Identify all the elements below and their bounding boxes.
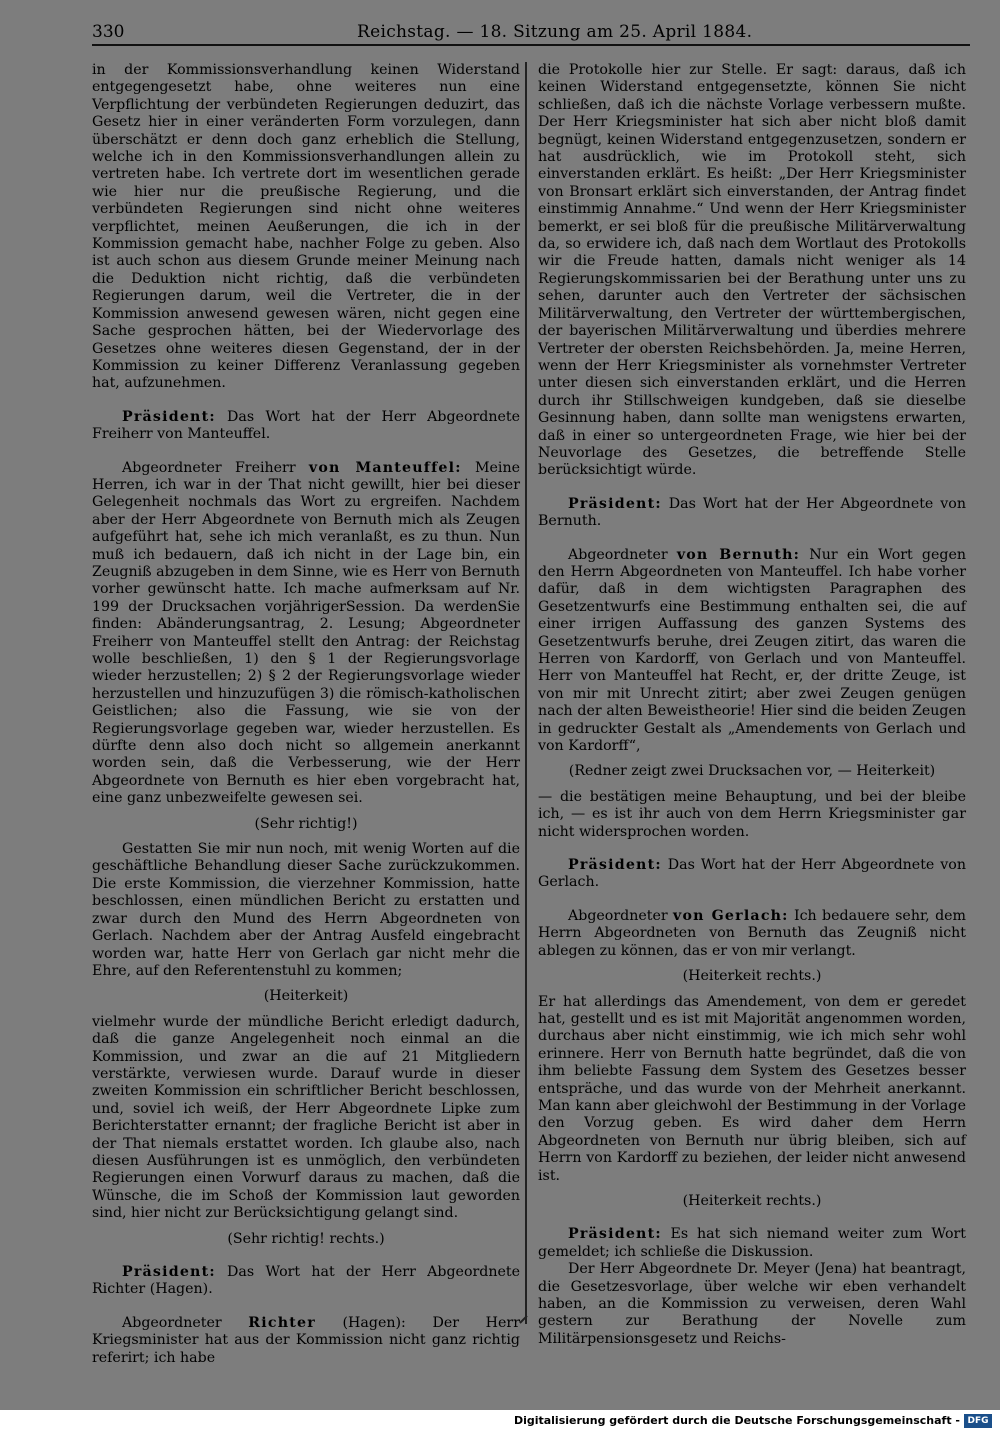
speech-text: Ich bedauere sehr, dem Herrn Abgeordneten von Bernuth das Zeugniß nicht ablegen zu können, das er von mir verlangt.: [538, 907, 966, 959]
stage-direction: (Heiterkeit rechts.): [682, 968, 822, 985]
body-paragraph: vielmehr wurde der mündliche Bericht erledigt dadurch, daß die ganze Angelegenheit noch einmal an die Kommission, und zwar an die auf 21 Mitgliedern verstärkte, verwiesen wurde. Darauf wurde in dieser zweiten Kommission ein schriftlicher Bericht beschlossen, und, soviel ich weiß, der Herr Abgeordnete Lipke zum Berichterstatter ernannt; der fragliche Bericht ist aber in der That niemals erstattet worden. Ich glaube also, nach diesen Ausführungen ist es unmöglich, den verbündeten Regierungen einen Vorwurf daraus zu machen, daß die Wünsche, die im Schoß der Kommission laut geworden sind, hier nicht zur Berücksichtigung gelangt sind.: [92, 1013, 520, 1222]
speech-paragraph: [538, 908, 966, 960]
speaker-title: Abgeordneter: [568, 546, 677, 563]
left-column: [92, 62, 520, 1367]
speech-text: (Hagen): Der Herr Kriegsminister hat aus der Kommission nicht ganz richtig referirt; ich habe: [92, 1314, 520, 1366]
footer-credit: Digitalisierung gefördert durch die Deutsche Forschungsgemeinschaft -: [513, 1414, 960, 1427]
speech-text: Das Wort hat der Herr Abgeordnete Richter (Hagen).: [92, 1264, 520, 1298]
speech-paragraph: [538, 1226, 966, 1261]
speech-paragraph: [92, 1264, 520, 1299]
speech-text: Es hat sich niemand weiter zum Wort gemeldet; ich schließe die Diskussion.: [538, 1226, 966, 1260]
speech-paragraph: [92, 460, 520, 808]
body-paragraph: Er hat allerdings das Amendement, von dem er geredet hat, gestellt und es ist mit Majorität angenommen worden, durchaus aber nicht einstimmig, wie ich mich sehr wohl erinnere. Herr von Bernuth hatte begründet, daß die von ihm beliebte Fassung dem System des Gesetzes besser entspräche, und das wurde von der Mehrheit anerkannt. Man kann aber gleichwohl der Bestimmung in der Vorlage den Vorzug geben. Es wird daher dem Herrn Abgeordneten von Bernuth nur übrig bleiben, sich auf Herrn von Kardorff zu beziehen, der leider nicht anwesend ist.: [538, 993, 966, 1184]
speech-paragraph: [92, 409, 520, 444]
footer-bar: [0, 1410, 1000, 1432]
speaker-name: Präsident:: [122, 1264, 216, 1280]
speech-text: Nur ein Wort gegen den Herrn Abgeordneten von Manteuffel. Ich habe vorher dafür, daß in dem wichtigsten Paragraphen des Gesetzentwurfs eine Bestimmung enthalten sei, die auf einer irrigen Auffassung des ganzen Systems des Gesetzentwurfs beruhe, drei Zeugen zitirt, das waren die Herren von Kardorff, von Gerlach und von Manteuffel. Herr von Manteuffel hat Recht, er, der dritte Zeuge, ist von mir mit Unrecht zitirt; aber zwei Zeugen genügen nach der alten Beweistheorie! Hier sind die beiden Zeugen in gedruckter Gestalt als „Amendements von Gerlach und von Kardorff“,: [538, 546, 967, 755]
stage-direction: (Sehr richtig!): [254, 815, 358, 832]
speech-text: Das Wort hat der Herr Abgeordnete Freiherr von Manteuffel.: [92, 408, 520, 443]
speaker-title: Abgeordneter Freiherr: [122, 459, 309, 476]
body-paragraph: die Protokolle hier zur Stelle. Er sagt: daraus, daß ich keinen Widerstand entgegensetzte, können Sie nicht schließen, daß ich die nächste Vorlage verbessern mußte. Der Herr Kriegsminister hat sich aber nicht bloß damit begnügt, keinen Widerstand entgegenzusetzen, sondern er hat ausdrücklich, wie im Protokoll steht, sich einverstanden erklärt. Es heißt: „Der Herr Kriegsminister von Bronsart erklärt sich einverstanden, der Antrag findet einstimmig Annahme.“ Und wenn der Herr Kriegsminister bemerkt, er sei bloß für die preußische Militärverwaltung da, so erwidere ich, daß nach dem Wortlaut des Protokolls wir die Freude hatten, damals nicht weniger als 14 Regierungskommissarien bei der Berathung unter uns zu sehen, darunter auch den Vertreter der sächsischen Militärverwaltung, den Vertreter der württembergischen, der bayerischen Militärverwaltung und überdies mehrere Vertreter der obersten Reichsbehörden. Ja, meine Herren, wenn der Herr Kriegsminister als vornehmster Vertreter unter diesen sich einverstanden erklärt, und die Herren durch ihr Stillschweigen kundgeben, daß sie dieselbe Gesinnung haben, dann sollte man wenigstens erwarten, daß in einer so untergeordneten Frage, wie hier bei der Neuvorlage des Gesetzes, die betreffende Stelle berücksichtigt würde.: [538, 62, 966, 479]
body-paragraph: Gestatten Sie mir nun noch, mit wenig Worten auf die geschäftliche Behandlung dieser Sache zurückzukommen. Die erste Kommission, die vierzehner Kommission, hatte beschlossen, einen mündlichen Bericht zu erstatten und zwar durch den Mund des Herrn Abgeordneten von Gerlach. Nachdem aber der Antrag Ausfeld eingebracht worden war, hatte Herr von Gerlach gar nicht mehr die Ehre, auf den Referentenstuhl zu kommen;: [92, 841, 520, 979]
column-divider-end: [519, 1315, 535, 1331]
header-rule: [92, 44, 970, 46]
speaker-name: Präsident:: [568, 1226, 662, 1243]
speaker-name: von Manteuffel:: [308, 459, 462, 476]
running-title: Reichstag. — 18. Sitzung am 25. April 1884.: [357, 22, 753, 42]
speech-paragraph: [538, 496, 966, 531]
column-divider: [525, 62, 527, 1324]
stage-direction: (Heiterkeit rechts.): [682, 1192, 822, 1209]
speaker-name: Richter: [248, 1314, 316, 1331]
speech-paragraph: [92, 1315, 520, 1367]
speaker-name: von Gerlach:: [673, 907, 789, 924]
speaker-title: Abgeordneter: [568, 907, 673, 924]
dfg-logo: DFG: [964, 1414, 992, 1428]
right-column: [538, 62, 966, 1348]
body-paragraph: — die bestätigen meine Behauptung, und bei der bleibe ich, — es ist ihr auch von dem Herrn Kriegsminister gar nicht widersprochen worden.: [538, 788, 966, 840]
stage-direction: (Heiterkeit): [263, 988, 349, 1005]
page-number: 330: [92, 22, 125, 42]
body-paragraph: Der Herr Abgeordnete Dr. Meyer (Jena) hat beantragt, die Gesetzesvorlage, über welche wir eben verhandelt haben, an die Kommission zu verweisen, deren Wahl gestern zur Berathung der Novelle zum Militärpensionsgesetz und Reichs-: [538, 1261, 966, 1347]
speaker-title: Abgeordneter: [122, 1314, 249, 1331]
stage-direction: (Sehr richtig! rechts.): [227, 1230, 385, 1247]
speech-paragraph: [538, 547, 966, 756]
speech-text: Meine Herren, ich war in der That nicht gewillt, hier bei dieser Gelegenheit nochmals das Wort zu ergreifen. Nachdem aber der Herr Abgeordnete von Bernuth mich als Zeugen aufgeführt hat, sehe ich mich veranlaßt, es zu thun. Nun muß ich bedauern, daß ich nicht in der Lage bin, ein Zeugniß abzugeben in dem Sinne, wie es Herr von Bernuth vorher gewünscht hatte. Ich mache aufmerksam auf Nr. 199 der Drucksachen vorjährigerSession. Da werdenSie finden: Abänderungsantrag, 2. Lesung; Abgeordneter Freiherr von Manteuffel stellt den Antrag: der Reichstag wolle beschließen, 1) den § 1 der Regierungsvorlage wieder herzustellen; 2) § 2 der Regierungsvorlage wieder herzustellen und hinzuzufügen 3) die römisch-katholischen Geistlichen; also die Fassung, wie sie von der Regierungsvorlage gegeben war, wieder herzustellen. Es dürfte denn also doch nicht so allgemein anerkannt worden sein, daß die Verbesserung, wie der Herr Abgeordnete von Bernuth es hier eben vorgebracht hat, eine ganz unbezweifelte gewesen sei.: [92, 459, 521, 807]
speech-paragraph: [538, 857, 966, 892]
speaker-name: Präsident:: [568, 857, 662, 874]
speech-text: Das Wort hat der Her Abgeordnete von Bernuth.: [538, 495, 966, 530]
stage-direction: (Redner zeigt zwei Drucksachen vor, — Heiterkeit): [568, 763, 936, 780]
speaker-name: Präsident:: [122, 408, 216, 425]
speech-text: Das Wort hat der Herr Abgeordnete von Gerlach.: [538, 857, 966, 891]
speaker-name: Präsident:: [568, 495, 662, 512]
speaker-name: von Bernuth:: [676, 546, 801, 563]
body-paragraph: in der Kommissionsverhandlung keinen Widerstand entgegengesetzt habe, ohne weiteres nun eine Verpflichtung der verbündeten Regierungen deduzirt, das Gesetz hier in einer veränderten Form vorzulegen, dann überschätzt er denn doch ganz erheblich die Stellung, welche ich in den Kommissionsverhandlungen allein zu vertreten habe. Ich vertrete dort im wesentlichen gerade wie hier nur die preußische Regierung, und die verbündeten Regierungen sind nicht ohne weiteres verpflichtet, meinen Aeußerungen, die ich in der Kommission gemacht habe, nachher Folge zu geben. Also ist auch schon aus diesem Grunde meiner Meinung nach die Deduktion nicht richtig, daß die verbündeten Regierungen darum, weil die Vertreter, die in der Kommission anwesend gewesen wären, nicht gegen eine Sache gesprochen hätten, bei der Wiedervorlage des Gesetzes ohne weiteres diesen Gegenstand, der in der Kommission zu keiner Differenz Veranlassung gegeben hat, aufzunehmen.: [92, 62, 520, 392]
